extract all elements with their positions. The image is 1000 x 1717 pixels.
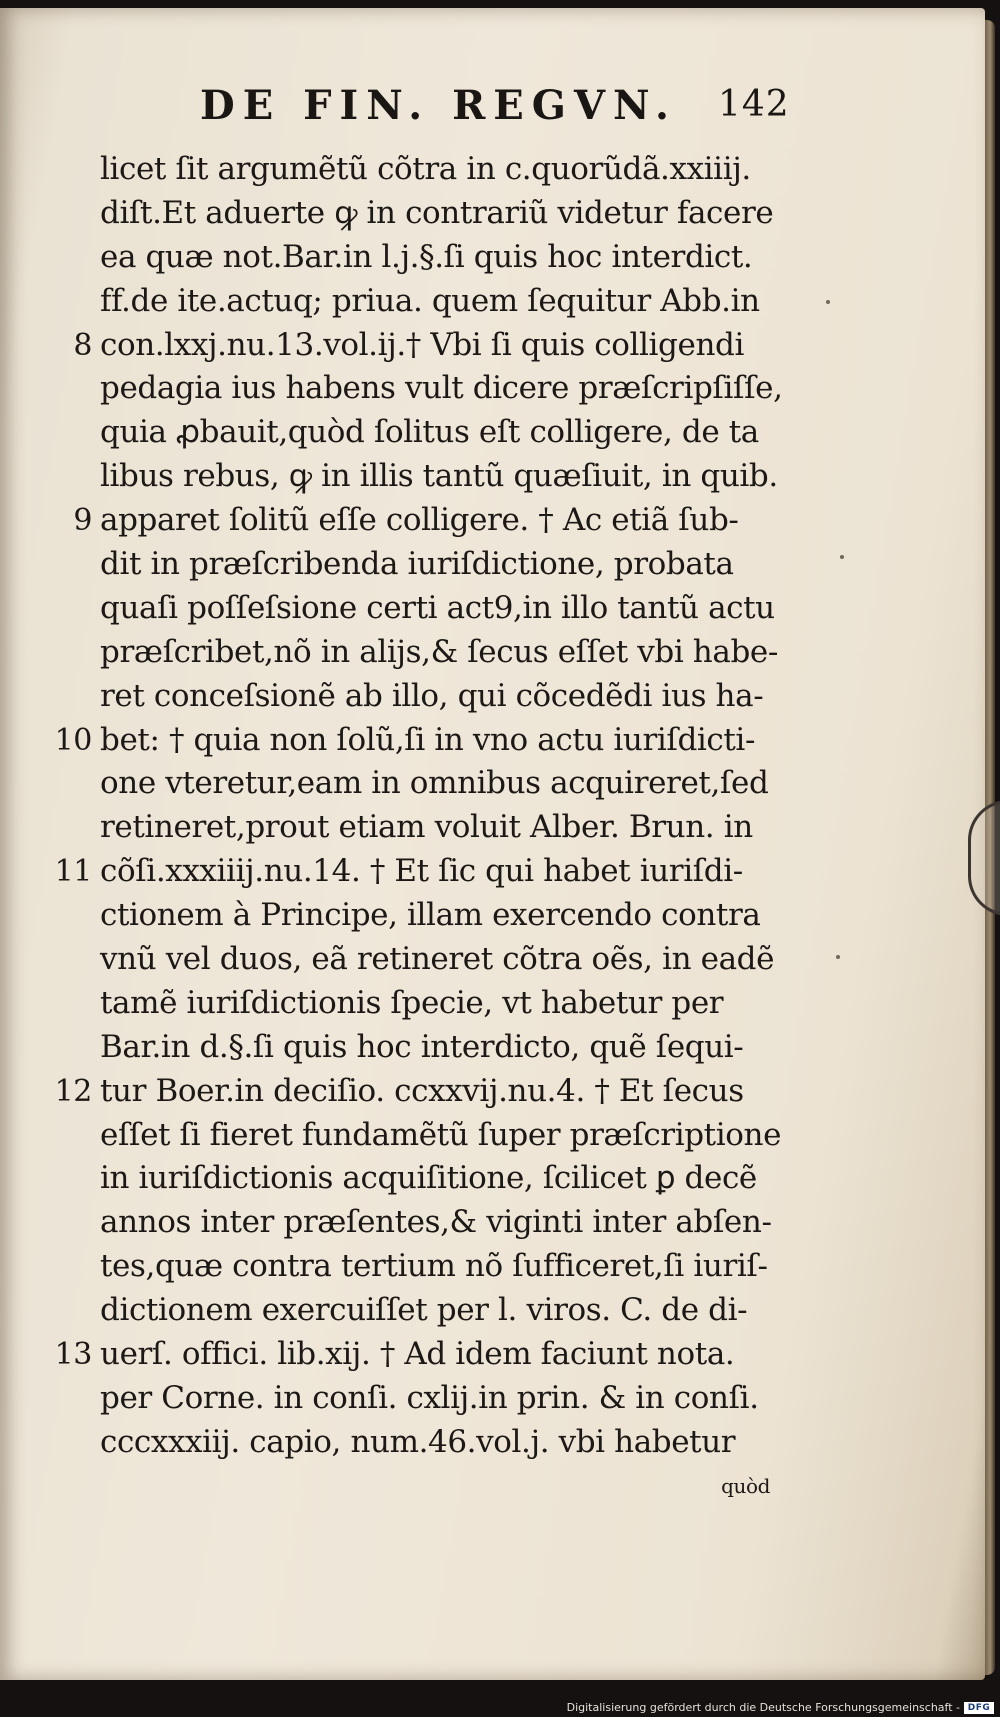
line-text: annos inter præſentes,& viginti inter abſen- — [100, 1204, 772, 1241]
speck-mark — [836, 955, 840, 959]
line-text: ff.de ite.actuq; priua. quem ſequitur Abb.in — [100, 282, 760, 319]
line-text: con.lxxj.nu.13.vol.ij.† Vbi ſi quis colligendi — [100, 326, 744, 363]
text-line — [100, 982, 780, 1026]
dfg-logo: DFG — [964, 1702, 994, 1714]
line-text: ret conceſsionẽ ab illo, qui cõcedẽdi ius ha- — [100, 677, 764, 714]
line-text: præſcribet,nõ in alijs,& ſecus eſſet vbi habe- — [100, 633, 778, 670]
line-text: tamẽ iuriſdictionis ſpecie, vt habetur per — [100, 984, 724, 1021]
page-header — [200, 82, 790, 132]
speck-mark — [826, 300, 830, 304]
line-text: Bar.in d.§.ſi quis hoc interdicto, quẽ ſequi- — [100, 1028, 744, 1065]
text-line — [100, 1026, 780, 1070]
page-number: 142 — [718, 84, 790, 125]
line-text: one vteretur,eam in omnibus acquireret,ſed — [100, 765, 769, 802]
text-line — [100, 455, 780, 499]
line-text: in iuriſdictionis acquiſitione, ſcilicet ꝑ decẽ — [100, 1160, 757, 1197]
line-text: cccxxxiij. capio, num.46.vol.j. vbi habetur — [100, 1423, 736, 1460]
text-line — [100, 543, 780, 587]
line-text: ctionem à Principe, illam exercendo contra — [100, 897, 761, 934]
text-line — [100, 411, 780, 455]
text-line — [100, 148, 780, 192]
text-line — [100, 236, 780, 280]
line-text: quia ꝓbauit,quòd ſolitus eſt colligere, de ta — [100, 414, 759, 451]
text-line — [100, 675, 780, 719]
text-line — [100, 367, 783, 411]
catchword: quòd — [721, 1473, 770, 1498]
text-line — [73, 499, 780, 543]
line-text: ea quæ not.Bar.in l.j.§.ſi quis hoc interdict. — [100, 238, 753, 275]
text-line — [100, 938, 780, 982]
text-line — [54, 850, 780, 894]
line-text: vnũ vel duos, eã retineret cõtra oẽs, in eadẽ — [100, 941, 775, 978]
margin-note-number: 9 — [73, 503, 92, 539]
text-line — [73, 324, 780, 368]
line-text: eſſet ſi fieret fundamẽtũ ſuper præſcriptione — [100, 1116, 782, 1153]
line-text: bet: † quia non ſolũ,ſi in vno actu iuriſdicti- — [100, 721, 756, 758]
text-line — [100, 1157, 780, 1201]
text-line — [100, 1377, 780, 1421]
digitization-credit: Digitalisierung gefördert durch die Deutsche Forschungsgemeinschaft - — [566, 1701, 960, 1714]
line-text: diſt.Et aduerte ꝙ in contrariũ videtur facere — [100, 194, 774, 231]
text-line — [100, 806, 780, 850]
margin-note-number: 11 — [54, 854, 92, 890]
text-line — [100, 1289, 780, 1333]
line-text: cõſi.xxxiiij.nu.14. † Et ſic qui habet iuriſdi- — [100, 853, 743, 890]
text-line — [54, 1070, 780, 1114]
line-text: retineret,prout etiam voluit Alber. Brun. in — [100, 809, 753, 846]
line-text: per Corne. in conſi. cxlij.in prin. & in conſi. — [100, 1379, 759, 1416]
text-line — [54, 1333, 780, 1377]
line-text: quaſi poſſeſsione certi act9,in illo tantũ actu — [100, 589, 775, 626]
text-line — [100, 1245, 780, 1289]
text-line — [100, 631, 780, 675]
text-line — [54, 719, 780, 763]
line-text: pedagia ius habens vult dicere præſcripſiſſe, — [100, 370, 783, 407]
running-head: DE FIN. REGVN. — [200, 82, 677, 129]
text-line — [100, 192, 780, 236]
line-text: tes,quæ contra tertium nõ ſufficeret,ſi iuriſ- — [100, 1248, 768, 1285]
text-line — [100, 762, 780, 806]
text-line — [100, 280, 780, 324]
line-text: dictionem exercuiſſet per l. viros. C. de di- — [100, 1292, 748, 1329]
text-line — [100, 1421, 780, 1465]
line-text: uerſ. offici. lib.xij. † Ad idem faciunt nota. — [100, 1336, 735, 1373]
text-line — [100, 894, 780, 938]
text-line — [100, 1201, 780, 1245]
line-text: libus rebus, ꝙ in illis tantũ quæſiuit, in quib. — [100, 458, 778, 495]
line-text: licet ſit argumẽtũ cõtra in c.quorũdã.xxiiij. — [100, 151, 751, 187]
line-text: tur Boer.in deciſio. ccxxvij.nu.4. † Et ſecus — [100, 1072, 744, 1109]
body-text — [54, 148, 783, 1509]
margin-note-number: 13 — [54, 1337, 92, 1373]
text-line — [100, 587, 780, 631]
text-line — [100, 1114, 780, 1158]
line-text: dit in præſcribenda iuriſdictione, probata — [100, 546, 734, 583]
margin-note-number: 10 — [54, 722, 92, 758]
speck-mark — [840, 555, 844, 559]
margin-note-number: 12 — [54, 1073, 92, 1109]
margin-note-number: 8 — [73, 327, 92, 363]
line-text: apparet ſolitũ eſſe colligere. † Ac etiã ſub- — [100, 502, 739, 539]
